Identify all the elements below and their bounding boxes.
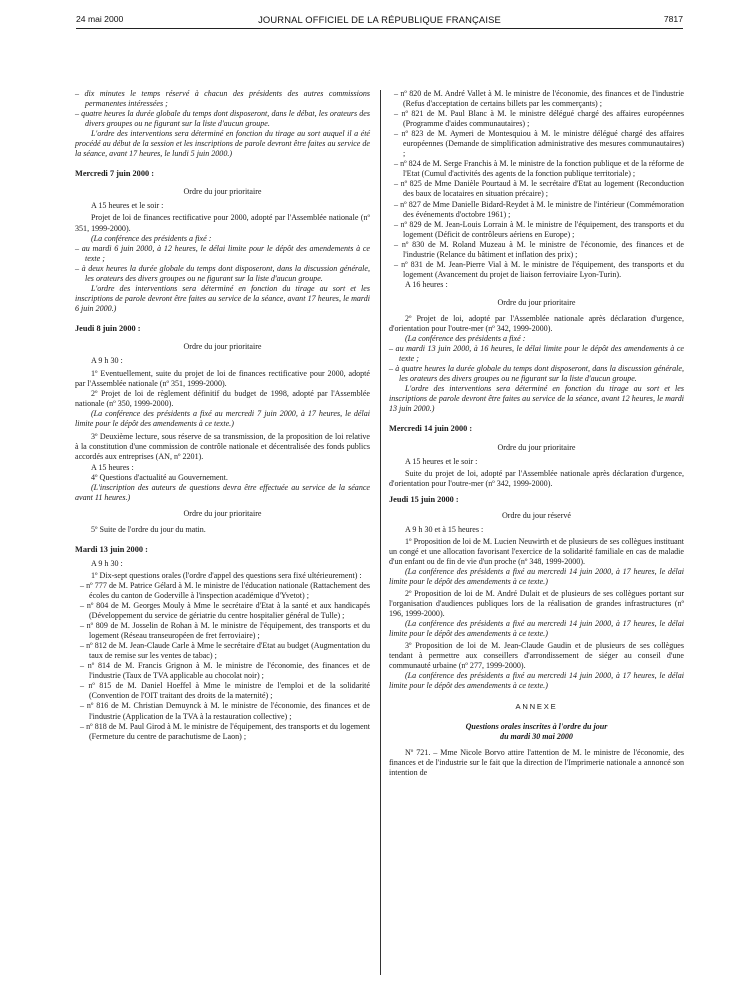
time-label: A 15 heures :	[91, 462, 134, 472]
agenda-item: 4º Questions d'actualité au Gouvernement.	[91, 472, 228, 482]
conference-note: (La conférence des présidents a fixé :	[91, 233, 212, 243]
oral-question: – nº 815 de M. Daniel Hoeffel à Mme le ministre de l'emploi et de la solidarité (Convention de l'OIT traitant des droits de la maternité) ;	[80, 681, 370, 701]
oral-question: – nº 812 de M. Jean-Claude Carle à Mme le secrétaire d'Etat au budget (Augmentation du taux de remise sur les ventes de tabac) ;	[80, 641, 370, 661]
oral-question: – nº 818 de M. Paul Girod à M. le ministre de l'équipement, des transports et du logement (Fermeture du centre de parachutisme de Laon) ;	[80, 721, 370, 741]
conference-note: (La conférence des présidents a fixé :	[405, 334, 526, 344]
agenda-item: Suite du projet de loi, adopté par l'Assemblée nationale après déclaration d'urgence, d'orientation pour l'outre-mer (nº 342, 1999-2000).	[389, 468, 684, 488]
conference-note: – à quatre heures la durée globale du temps dont disposeront, dans la discussion générale, les orateurs des divers groupes ou ne figurant sur la liste d'aucun groupe.	[389, 364, 684, 384]
time-label: A 15 heures et le soir :	[91, 201, 164, 211]
oral-question: – nº 820 de M. André Vallet à M. le ministre de l'économie, des finances et de l'industrie (Refus d'acceptation de certains billets par les commerçants) ;	[394, 89, 684, 109]
agenda-type: Ordre du jour prioritaire	[497, 297, 576, 307]
column-divider	[380, 90, 381, 975]
agenda-item: 1º Eventuellement, suite du projet de loi de finances rectificative pour 2000, adopté par l'Assemblée nationale (nº 351, 1999-2000).	[75, 369, 370, 389]
oral-question: – nº 809 de M. Josselin de Rohan à M. le ministre de l'équipement, des transports et du logement (Réseau transeuropéen de fret ferroviaire) ;	[80, 621, 370, 641]
agenda-item: 1º Proposition de loi de M. Lucien Neuwirth et de plusieurs de ses collègues instituant un congé et une allocation favorisant l'exercice de la solidarité familiale en cas de maladie d'un enfant ou de fin de vie d'un proche (nº 348, 1999-2000).	[389, 536, 684, 566]
text-paragraph: L'ordre des interventions sera déterminé en fonction du tirage au sort auquel il a été procédé au début de la session et les inscriptions de parole devront être faites au service de la séance, avant 17 heures, le lundi 5 juin 2000.)	[75, 129, 370, 159]
text-paragraph: – dix minutes le temps réservé à chacun des présidents des autres commissions permanentes intéressées ;	[75, 89, 370, 109]
running-header	[76, 14, 683, 28]
header-date: 24 mai 2000	[76, 14, 124, 24]
oral-question: – nº 804 de M. Georges Mouly à Mme le secrétaire d'Etat à la santé et aux handicapés (Développement du service de gériatrie du centre hospitalier général de Tulle) ;	[80, 601, 370, 621]
conference-note: (L'inscription des auteurs de questions devra être effectuée au service de la séance avant 11 heures.)	[75, 482, 370, 502]
conference-note: – au mardi 13 juin 2000, à 16 heures, le délai limite pour le dépôt des amendements à ce texte ;	[389, 344, 684, 364]
oral-question: – nº 824 de M. Serge Franchis à M. le ministre de la fonction publique et de la réforme de l'Etat (Cumul d'activités des agents de la fonction publique territoriale) ;	[394, 159, 684, 179]
annex-subtitle: Questions orales inscrites à l'ordre du jour	[465, 721, 608, 731]
conference-note: (La conférence des présidents a fixé au mercredi 14 juin 2000, à 17 heures, le délai limite pour le dépôt des amendements à ce texte.)	[389, 566, 684, 587]
conference-note: L'ordre des interventions sera déterminé en fonction du tirage au sort et les inscriptions de parole devront être faites au service de la séance, avant 12 heures, le mardi 13 juin 2000.)	[389, 384, 684, 414]
time-label: A 9 h 30 et à 15 heures :	[405, 524, 484, 534]
journal-title: JOURNAL OFFICIEL DE LA RÉPUBLIQUE FRANÇAISE	[258, 14, 501, 25]
right-column	[389, 89, 684, 778]
oral-question: – nº 830 de M. Roland Muzeau à M. le ministre de l'économie, des finances et de l'industrie (Relance du bâtiment et inflation des prix) ;	[394, 239, 684, 259]
section-heading: Mardi 13 juin 2000 :	[75, 544, 148, 554]
section-heading: Jeudi 8 juin 2000 :	[75, 323, 141, 333]
oral-question: – nº 831 de M. Jean-Pierre Vial à M. le ministre de l'équipement, des transports et du logement (Avancement du projet de liaison ferroviaire Lyon-Turin).	[394, 259, 684, 279]
oral-question: – nº 827 de Mme Danielle Bidard-Reydet à M. le ministre de l'intérieur (Commémoration des événements d'octobre 1961) ;	[394, 199, 684, 219]
agenda-item: Projet de loi de finances rectificative pour 2000, adopté par l'Assemblée nationale (nº 351, 1999-2000).	[75, 213, 370, 233]
agenda-item: 1º Dix-sept questions orales (l'ordre d'appel des questions sera fixé ultérieurement) :	[91, 570, 362, 580]
agenda-item: 2º Projet de loi de règlement définitif du budget de 1998, adopté par l'Assemblée nationale (nº 350, 1999-2000).	[75, 389, 370, 409]
page-number: 7817	[663, 14, 683, 24]
oral-question: – nº 814 de M. Francis Grignon à M. le ministre de l'économie, des finances et de l'industrie (Taux de TVA applicable au chocolat noir) ;	[80, 661, 370, 681]
agenda-type: Ordre du jour réservé	[501, 510, 572, 520]
time-label: A 9 h 30 :	[91, 558, 123, 568]
conference-note: (La conférence des présidents a fixé au mercredi 14 juin 2000, à 17 heures, le délai limite pour le dépôt des amendements à ce texte.)	[389, 671, 684, 691]
agenda-item: 2º Projet de loi, adopté par l'Assemblée nationale après déclaration d'urgence, d'orientation pour l'outre-mer (nº 342, 1999-2000).	[389, 313, 684, 334]
agenda-item: 3º Proposition de loi de M. Jean-Claude Gaudin et de plusieurs de ses collègues tendant à permettre aux conseillers d'arrondissement de siéger au conseil d'une communauté urbaine (nº 277, 1999-2000).	[389, 641, 684, 671]
oral-question: – nº 777 de M. Patrice Gélard à M. le ministre de l'éducation nationale (Rattachement des écoles du canton de Goderville à l'inspection académique d'Yvetot) ;	[80, 580, 370, 600]
text-paragraph: – quatre heures la durée globale du temps dont disposeront, dans le débat, les orateurs des divers groupes ou ne figurant sur la liste d'aucun groupe.	[75, 109, 370, 129]
oral-question: – nº 829 de M. Jean-Louis Lorrain à M. le ministre de l'équipement, des transports et du logement (Déficit de contrôleurs aériens en Europe) ;	[394, 219, 684, 239]
agenda-item: 3º Deuxième lecture, sous réserve de sa transmission, de la proposition de loi relative à la constitution d'une commission de contrôle nationale et décentralisée des fonds publics accordés aux entreprises (AN, nº 2201).	[75, 432, 370, 462]
section-heading: Jeudi 15 juin 2000 :	[389, 494, 459, 504]
left-column	[75, 89, 370, 742]
conference-note: L'ordre des interventions sera déterminé en fonction du tirage au sort et les inscriptions de parole devront être faites au service de la séance, avant 17 heures, le mardi 6 juin 2000.)	[75, 283, 370, 313]
time-label: A 16 heures :	[405, 279, 448, 289]
agenda-item: 5º Suite de l'ordre du jour du matin.	[91, 524, 206, 534]
question-text: Nº 721. – Mme Nicole Borvo attire l'attention de M. le ministre de l'économie, des finances et de l'industrie sur le fait que la direction de l'Imprimerie nationale a annoncé son intention de	[389, 747, 684, 777]
conference-note: – à deux heures la durée globale du temps dont disposeront, dans la discussion générale, les orateurs des divers groupes ou ne figurant sur la liste d'aucun groupe.	[75, 263, 370, 283]
annex-heading: ANNEXE	[515, 701, 558, 711]
oral-question: – nº 823 de M. Aymeri de Montesquiou à M. le ministre délégué chargé des affaires européennes (Demande de simplification administrative des mesures communautaires) ;	[394, 129, 684, 159]
conference-note: (La conférence des présidents a fixé au mercredi 7 juin 2000, à 17 heures, le délai limite pour le dépôt des amendements à ce texte.)	[75, 409, 370, 429]
time-label: A 15 heures et le soir :	[405, 456, 478, 466]
agenda-item: 2º Proposition de loi de M. André Dulait et de plusieurs de ses collègues portant sur l'organisation d'audiences publiques lors de la réalisation de grandes infrastructures (nº 196, 1999-2000).	[389, 589, 684, 619]
oral-question: – nº 825 de Mme Danièle Pourtaud à M. le secrétaire d'Etat au logement (Reconduction des baux de locataires en situation précaire) ;	[394, 179, 684, 199]
header-rule	[76, 28, 683, 29]
conference-note: – au mardi 6 juin 2000, à 12 heures, le délai limite pour le dépôt des amendements à ce texte ;	[75, 243, 370, 263]
agenda-type: Ordre du jour prioritaire	[183, 341, 262, 351]
time-label: A 9 h 30 :	[91, 356, 123, 366]
oral-question: – nº 821 de M. Paul Blanc à M. le ministre délégué chargé des affaires européennes (Programme d'aides communautaires) ;	[394, 109, 684, 129]
section-heading: Mercredi 7 juin 2000 :	[75, 169, 154, 179]
agenda-type: Ordre du jour prioritaire	[497, 442, 576, 452]
annex-subtitle: du mardi 30 mai 2000	[500, 731, 573, 741]
oral-question: – nº 816 de M. Christian Demuynck à M. le ministre de l'économie, des finances et de l'industrie (Application de la TVA à la restauration collective) ;	[80, 701, 370, 721]
agenda-type: Ordre du jour prioritaire	[183, 187, 262, 197]
section-heading: Mercredi 14 juin 2000 :	[389, 424, 473, 434]
agenda-type: Ordre du jour prioritaire	[183, 508, 262, 518]
conference-note: (La conférence des présidents a fixé au mercredi 14 juin 2000, à 17 heures, le délai limite pour le dépôt des amendements à ce texte.)	[389, 619, 684, 639]
